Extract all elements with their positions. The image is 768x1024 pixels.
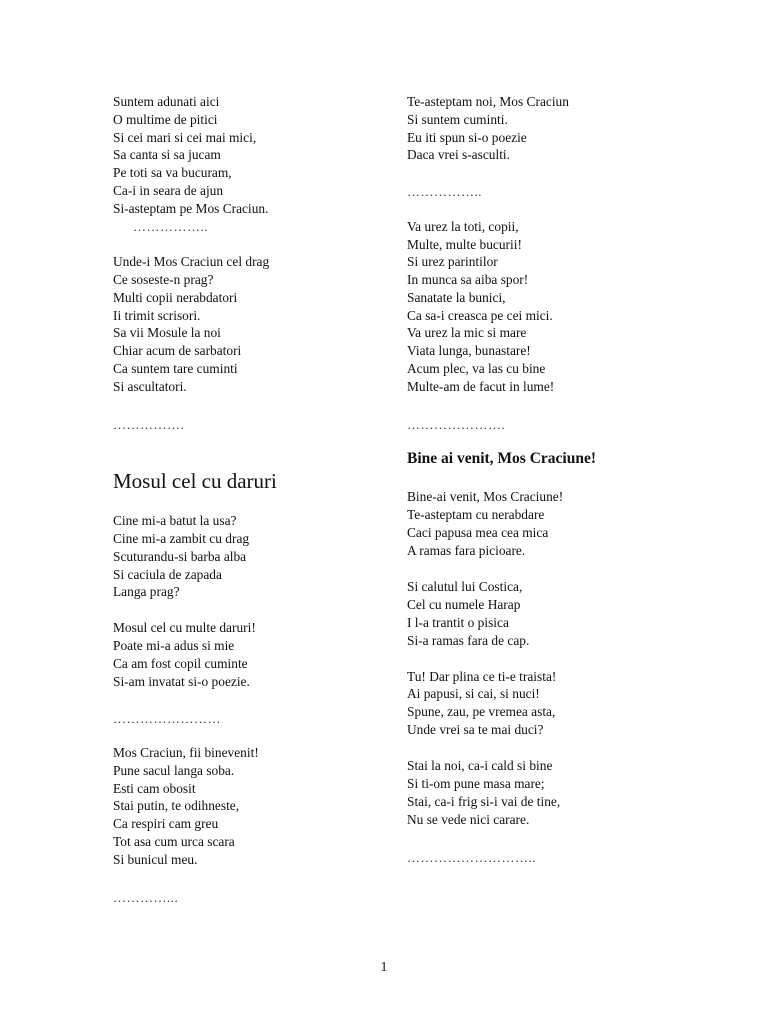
- poem-line: In munca sa aiba spor!: [407, 272, 529, 287]
- poem-line: Unde-i Mos Craciun cel drag: [113, 254, 270, 269]
- poem-line: Sanatate la bunici,: [407, 290, 506, 305]
- separator-dots: ………………………..: [407, 850, 536, 865]
- separator-dots: …………...: [113, 890, 179, 905]
- poem-line: Va urez la mic si mare: [407, 325, 527, 340]
- poem-line: Multe, multe bucurii!: [407, 237, 522, 252]
- poem-line: Ce soseste-n prag?: [113, 272, 214, 287]
- poem-line: Ca am fost copil cuminte: [113, 656, 248, 671]
- poem-line: Mos Craciun, fii binevenit!: [113, 745, 259, 760]
- poem-line: Viata lunga, bunastare!: [407, 343, 531, 358]
- poem-line: Si-am invatat si-o poezie.: [113, 674, 250, 689]
- poem-line: Si ascultatori.: [113, 379, 187, 394]
- poem-line: Te-asteptam noi, Mos Craciun: [407, 94, 569, 109]
- poem-line: Spune, zau, pe vremea asta,: [407, 704, 556, 719]
- poem-line: Stai la noi, ca-i cald si bine: [407, 758, 553, 773]
- poem-line: Chiar acum de sarbatori: [113, 343, 242, 358]
- poem-line: O multime de pitici: [113, 112, 218, 127]
- separator-dots: ………………….: [407, 417, 506, 432]
- poem-line: Si caciula de zapada: [113, 567, 222, 582]
- separator-dots: ……………………: [113, 711, 221, 726]
- poem-line: Caci papusa mea cea mica: [407, 525, 549, 540]
- poem-line: Va urez la toti, copii,: [407, 219, 519, 234]
- page-number: 1: [380, 959, 388, 974]
- poem-line: Pe toti sa va bucuram,: [113, 165, 232, 180]
- poem-line: Unde vrei sa te mai duci?: [407, 722, 544, 737]
- separator-dots: ……………..: [407, 184, 482, 199]
- poem-line: Stai putin, te odihneste,: [113, 798, 240, 813]
- poem-line: Acum plec, va las cu bine: [407, 361, 546, 376]
- poem-line: Ca-i in seara de ajun: [113, 183, 224, 198]
- poem-line: Si urez parintilor: [407, 254, 498, 269]
- poem-line: Ii trimit scrisori.: [113, 308, 201, 323]
- poem-line: Si calutul lui Costica,: [407, 579, 523, 594]
- poem-line: Si-asteptam pe Mos Craciun.: [113, 201, 269, 216]
- poem-line: Si suntem cuminti.: [407, 112, 508, 127]
- poem-line: Daca vrei s-asculti.: [407, 147, 510, 162]
- poem-line: A ramas fara picioare.: [407, 543, 526, 558]
- poem-line: Cine mi-a batut la usa?: [113, 513, 237, 528]
- poem-line: Nu se vede nici carare.: [407, 812, 530, 827]
- poem-title: Mosul cel cu daruri: [113, 469, 277, 493]
- poem-line: Sa canta si sa jucam: [113, 147, 221, 162]
- poem-line: I l-a trantit o pisica: [407, 615, 509, 630]
- poem-line: Sa vii Mosule la noi: [113, 325, 221, 340]
- poem-line: Si ti-om pune masa mare;: [407, 776, 545, 791]
- poem-line: Pune sacul langa soba.: [113, 763, 235, 778]
- poem-line: Ca suntem tare cuminti: [113, 361, 238, 376]
- poem-line: Bine-ai venit, Mos Craciune!: [407, 489, 564, 504]
- poem-line: Tot asa cum urca scara: [113, 834, 235, 849]
- poem-line: Scuturandu-si barba alba: [113, 549, 247, 564]
- poem-line: Poate mi-a adus si mie: [113, 638, 235, 653]
- poem-line: Stai, ca-i frig si-i vai de tine,: [407, 794, 561, 809]
- poem-line: Multi copii nerabdatori: [113, 290, 238, 305]
- poem-line: Ca sa-i creasca pe cei mici.: [407, 308, 553, 323]
- poem-title: Bine ai venit, Mos Craciune!: [407, 450, 596, 467]
- poem-line: Si-a ramas fara de cap.: [407, 633, 530, 648]
- poem-line: Ai papusi, si cai, si nuci!: [407, 686, 540, 701]
- separator-dots: …………….: [113, 417, 185, 432]
- poem-line: Langa prag?: [113, 584, 180, 599]
- poem-line: Cine mi-a zambit cu drag: [113, 531, 250, 546]
- poem-line: Multe-am de facut in lume!: [407, 379, 555, 394]
- poem-line: Ca respiri cam greu: [113, 816, 219, 831]
- poem-line: Esti cam obosit: [113, 781, 196, 796]
- poem-line: Te-asteptam cu nerabdare: [407, 507, 545, 522]
- poem-line: Suntem adunati aici: [113, 94, 220, 109]
- poem-line: Si cei mari si cei mai mici,: [113, 130, 257, 145]
- poem-line: Eu iti spun si-o poezie: [407, 130, 527, 145]
- poem-line: Cel cu numele Harap: [407, 597, 521, 612]
- separator-dots: ……………..: [133, 219, 208, 234]
- poem-line: Mosul cel cu multe daruri!: [113, 620, 256, 635]
- poem-line: Si bunicul meu.: [113, 852, 198, 867]
- poem-line: Tu! Dar plina ce ti-e traista!: [407, 669, 557, 684]
